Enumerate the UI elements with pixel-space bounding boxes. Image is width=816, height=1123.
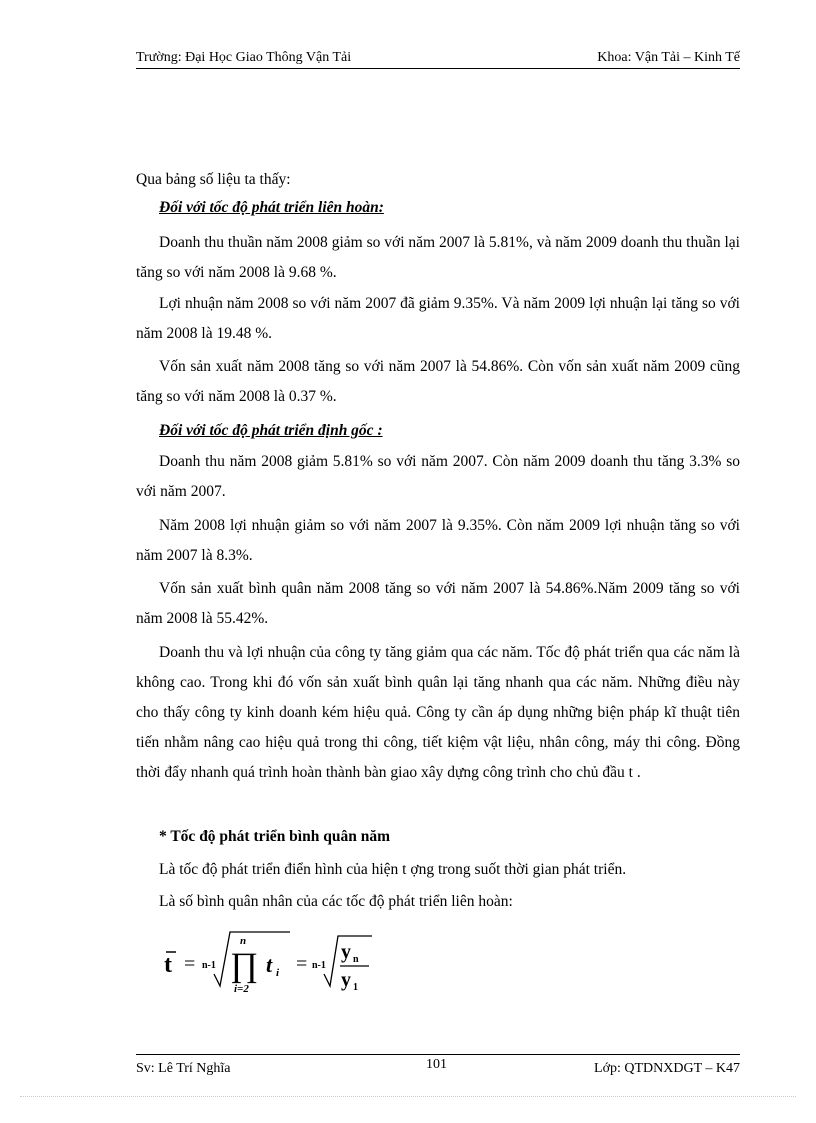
heading-base-growth: Đối với tốc độ phát triển định gốc : <box>159 422 383 439</box>
prod-upper: n <box>240 935 247 947</box>
root-index-2: n-1 <box>312 960 326 971</box>
term-sub: i <box>276 967 280 979</box>
fraction-num: y <box>341 941 351 963</box>
page-footer <box>136 1054 740 1085</box>
header-faculty: Khoa: Vận Tải – Kinh Tế <box>597 50 740 65</box>
root-index-1: n-1 <box>202 960 216 971</box>
fraction-den-sub: 1 <box>353 982 358 993</box>
paragraph-base-profit: Năm 2008 lợi nhuận giảm so với năm 2007 là 9.35%. Còn năm 2009 lợi nhuận tăng so với năm 2007 là 8.3%. <box>136 517 740 564</box>
fraction-den: y <box>341 969 351 991</box>
page-header <box>136 50 740 69</box>
equals-sign-1: = <box>184 953 196 975</box>
paragraph-base-revenue: Doanh thu năm 2008 giảm 5.81% so với năm 2007. Còn năm 2009 doanh thu tăng 3.3% so với năm 2007. <box>136 453 740 500</box>
paragraph-profit: Lợi nhuận năm 2008 so với năm 2007 đã giảm 9.35%. Và năm 2009 lợi nhuận lại tăng so với năm 2008 là 19.48 %. <box>136 295 740 342</box>
paragraph-definition-2: Là số bình quân nhân của các tốc độ phát triển liên hoàn: <box>159 893 513 910</box>
geometric-mean-formula <box>160 930 420 1005</box>
heading-average-growth: * Tốc độ phát triển bình quân năm <box>159 828 390 845</box>
header-school: Trường: Đại Học Giao Thông Vận Tải <box>136 50 352 65</box>
page-number: 101 <box>426 1057 447 1072</box>
term-t: t <box>266 952 273 977</box>
footer-student: Sv: Lê Trí Nghĩa <box>136 1061 231 1076</box>
prod-lower: i=2 <box>234 983 249 995</box>
paragraph-capital: Vốn sản xuất năm 2008 tăng so với năm 2007 là 54.86%. Còn vốn sản xuất năm 2009 cũng tăng so với năm 2008 là 0.37 %. <box>136 358 740 405</box>
footer-class: Lớp: QTDNXDGT – K47 <box>594 1061 740 1076</box>
fraction-num-sub: n <box>353 954 359 965</box>
equals-sign-2: = <box>296 953 308 975</box>
paragraph-revenue: Doanh thu thuần năm 2008 giảm so với năm 2007 là 5.81%, và năm 2009 doanh thu thuần lại tăng so với năm 2008 là 9.68 %. <box>136 234 740 281</box>
paragraph-conclusion: Doanh thu và lợi nhuận của công ty tăng giảm qua các năm. Tốc độ phát triển qua các năm là không cao. Trong khi đó vốn sản xuất bình quân lại tăng nhanh qua các năm. Những điều này cho thấy công ty kinh doanh kém hiệu quả. Công ty cần áp dụng những biện pháp kĩ thuật tiên tiến nhằm nâng cao hiệu quả trong thi công, tiết kiệm vật liệu, nhân công, máy thi công. Đồng thời đẩy nhanh quá trình hoàn thành bàn giao xây dựng công trình cho chủ đầu t . <box>136 644 740 781</box>
page-edge-divider <box>20 1096 796 1097</box>
paragraph-definition-1: Là tốc độ phát triển điển hình của hiện t ợng trong suốt thời gian phát triển. <box>159 861 627 878</box>
heading-chain-growth: Đối với tốc độ phát triển liên hoàn: <box>159 199 384 216</box>
formula-lhs: t <box>164 952 172 978</box>
paragraph-base-capital: Vốn sản xuất bình quân năm 2008 tăng so với năm 2007 là 54.86%.Năm 2009 tăng so với năm 2008 là 55.42%. <box>136 580 740 627</box>
product-symbol: ∏ <box>230 947 258 984</box>
intro-text: Qua bảng số liệu ta thấy: <box>136 171 291 188</box>
